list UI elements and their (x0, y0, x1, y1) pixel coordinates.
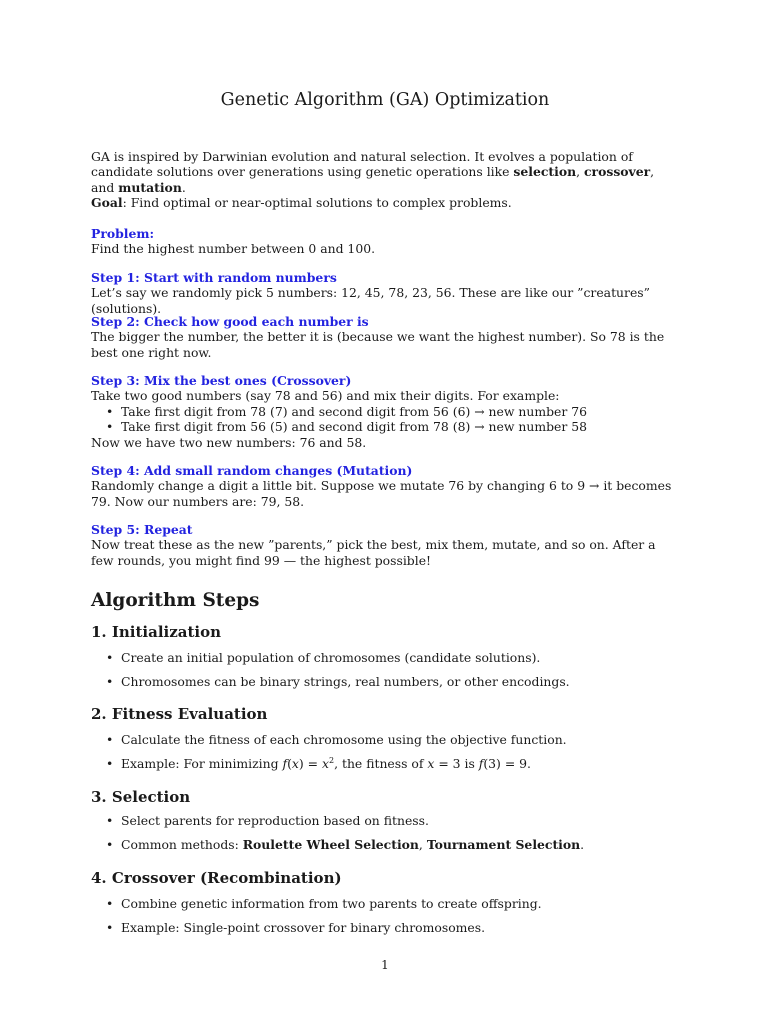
step4-heading: Step 4: Add small random changes (Mutation) (91, 463, 413, 478)
bullet-icon: • (106, 419, 114, 435)
problem-heading: Problem: (91, 226, 155, 241)
list-item: • Chromosomes can be binary strings, real numbers, or other encodings. (106, 673, 570, 689)
step3-text: Take two good numbers (say 78 and 56) and mix their digits. For example: (91, 388, 560, 404)
step2-heading: Step 2: Check how good each number is (91, 314, 369, 329)
step1-text: Let’s say we randomly pick 5 numbers: 12, 45, 78, 23, 56. These are like our ”creatures” (solutions). (91, 285, 650, 316)
selection-list (91, 813, 681, 861)
step4-text: Randomly change a digit a little bit. Suppose we mutate 76 by changing 6 to 9 → it becomes 79. Now our numbers are: 79, 58. (91, 478, 672, 509)
initialization-list (91, 650, 681, 698)
keyword-selection: selection (513, 164, 577, 180)
initialization-heading: 1. Initialization (91, 623, 222, 641)
goal-label: Goal (91, 195, 123, 210)
list-item: • Take first digit from 78 (7) and second digit from 56 (6) → new number 76 (106, 403, 588, 419)
problem-text: Find the highest number between 0 and 100. (91, 241, 376, 257)
crossover-list (91, 896, 681, 944)
list-item: • Select parents for reproduction based on fitness. (106, 813, 429, 828)
algorithm-steps-heading: Algorithm Steps (91, 590, 260, 611)
list-item: • Create an initial population of chromosomes (candidate solutions). (106, 650, 541, 665)
step5-section (91, 522, 681, 568)
bullet-icon: • (106, 755, 114, 771)
bullet-icon: • (106, 896, 114, 911)
step5-heading: Step 5: Repeat (91, 522, 193, 537)
step3-after-text: Now we have two new numbers: 76 and 58. (91, 434, 367, 450)
list-item: • Common methods: Roulette Wheel Selection, Tournament Selection. (106, 836, 585, 852)
step3-list (91, 404, 681, 435)
step1-section (91, 270, 681, 316)
bullet-icon: • (106, 673, 114, 689)
step3-heading: Step 3: Mix the best ones (Crossover) (91, 373, 352, 388)
bullet-icon: • (106, 650, 114, 665)
document-title: Genetic Algorithm (GA) Optimization (220, 90, 550, 110)
keyword-crossover: crossover (584, 164, 651, 180)
fitness-evaluation-heading: 2. Fitness Evaluation (91, 705, 268, 723)
selection-heading: 3. Selection (91, 788, 191, 806)
fitness-evaluation-list (91, 732, 681, 780)
keyword-mutation: mutation (118, 179, 182, 195)
bullet-icon: • (106, 813, 114, 828)
bullet-icon: • (106, 836, 114, 852)
bullet-icon: • (106, 403, 114, 419)
step2-section (91, 314, 681, 360)
step5-text: Now treat these as the new ”parents,” pick the best, mix them, mutate, and so on. After a few rounds, you might find 99 — the highest possible! (91, 537, 656, 568)
list-item: • Example: For minimizing $f(x) = x^2$, the fitness of x = 3 is f(3) = 9. (106, 755, 531, 771)
step3-section (91, 373, 681, 450)
list-item: • Calculate the fitness of each chromosome using the objective function. (106, 732, 567, 747)
step1-heading: Step 1: Start with random numbers (91, 270, 337, 285)
list-item: • Example: Single-point crossover for binary chromosomes. (106, 919, 486, 935)
list-item: • Take first digit from 56 (5) and second digit from 78 (8) → new number 58 (106, 419, 588, 435)
bullet-icon: • (106, 919, 114, 935)
intro-paragraph: GA is inspired by Darwinian evolution and natural selection. It evolves a population of candidate solutions over generations using genetic operations like selection, crossover, and mutation. (91, 149, 655, 195)
list-item: • Combine genetic information from two parents to create offspring. (106, 896, 542, 911)
page-number: 1 (381, 958, 389, 972)
crossover-heading: 4. Crossover (Recombination) (91, 869, 342, 887)
goal-paragraph: Goal: Find optimal or near-optimal solutions to complex problems. (91, 195, 512, 210)
bullet-icon: • (106, 732, 114, 747)
problem-section (91, 226, 681, 257)
step4-section (91, 463, 681, 509)
step2-text: The bigger the number, the better it is (because we want the highest number). So 78 is the best one right now. (91, 329, 665, 360)
